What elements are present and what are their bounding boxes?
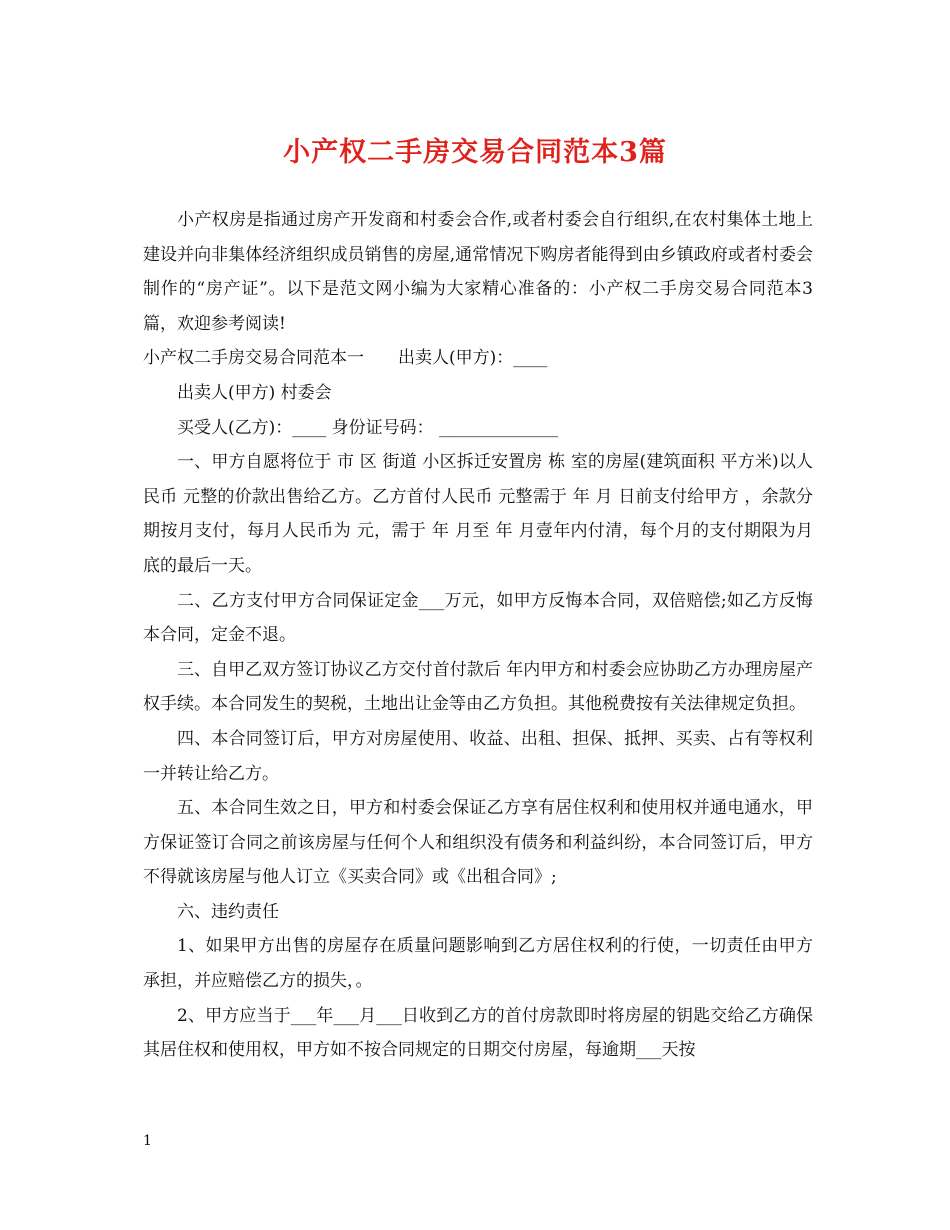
paragraph-contract-one-heading: 小产权二手房交易合同范本一 出卖人(甲方)：____ <box>143 348 548 369</box>
paragraph-seller: 出卖人(甲方) 村委会 <box>177 382 332 403</box>
paragraph-clause-1: 一、甲方自愿将位于 市 区 街道 小区拆迁安置房 栋 室的房屋(建筑面积 平方米)以人民币 元整的价款出售给乙方。乙方首付人民币 元整需于 年 月 日前支付给甲方 ，余款分期按月支付，每月人民币为 元，需于 年 月至 年 月壹年内付清，每个月的支付期限为月底的最后一天。 <box>143 452 813 576</box>
paragraph-clause-6-1: 1、如果甲方出售的房屋存在质量问题影响到乙方居住权利的行使，一切责任由甲方承担，并应赔偿乙方的损失，。 <box>143 936 813 992</box>
document-body <box>143 203 813 1068</box>
paragraph-clause-4: 四、本合同签订后，甲方对房屋使用、收益、出租、担保、抵押、买卖、占有等权利一并转让给乙方。 <box>143 728 813 784</box>
paragraph-buyer: 买受人(乙方)：____ 身份证号码： ______________ <box>177 417 559 438</box>
paragraph-clause-6: 六、违约责任 <box>177 901 279 922</box>
paragraph-clause-6-2: 2、甲方应当于___年___月___日收到乙方的首付房款即时将房屋的钥匙交给乙方确保其居住权和使用权，甲方如不按合同规定的日期交付房屋，每逾期___天按 <box>143 1005 813 1061</box>
paragraph-clause-2: 二、乙方支付甲方合同保证定金___万元，如甲方反悔本合同，双倍赔偿;如乙方反悔本合同，定金不退。 <box>143 590 813 646</box>
paragraph-clause-3: 三、自甲乙双方签订协议乙方交付首付款后 年内甲方和村委会应协助乙方办理房屋产权手续。本合同发生的契税，土地出让金等由乙方负担。其他税费按有关法律规定负担。 <box>143 659 813 715</box>
page-number: 1 <box>143 1133 152 1149</box>
page-title: 小产权二手房交易合同范本3篇 <box>283 137 667 168</box>
paragraph-intro: 小产权房是指通过房产开发商和村委会合作,或者村委会自行组织,在农村集体土地上建设并向非集体经济组织成员销售的房屋,通常情况下购房者能得到由乡镇政府或者村委会制作的“房产证”。以下是范文网小编为大家精心准备的：小产权二手房交易合同范本3篇，欢迎参考阅读! <box>143 210 813 334</box>
paragraph-clause-5: 五、本合同生效之日，甲方和村委会保证乙方享有居住权利和使用权并通电通水，甲方保证签订合同之前该房屋与任何个人和组织没有债务和利益纠纷，本合同签订后，甲方不得就该房屋与他人订立《买卖合同》或《出租合同》; <box>143 798 813 888</box>
